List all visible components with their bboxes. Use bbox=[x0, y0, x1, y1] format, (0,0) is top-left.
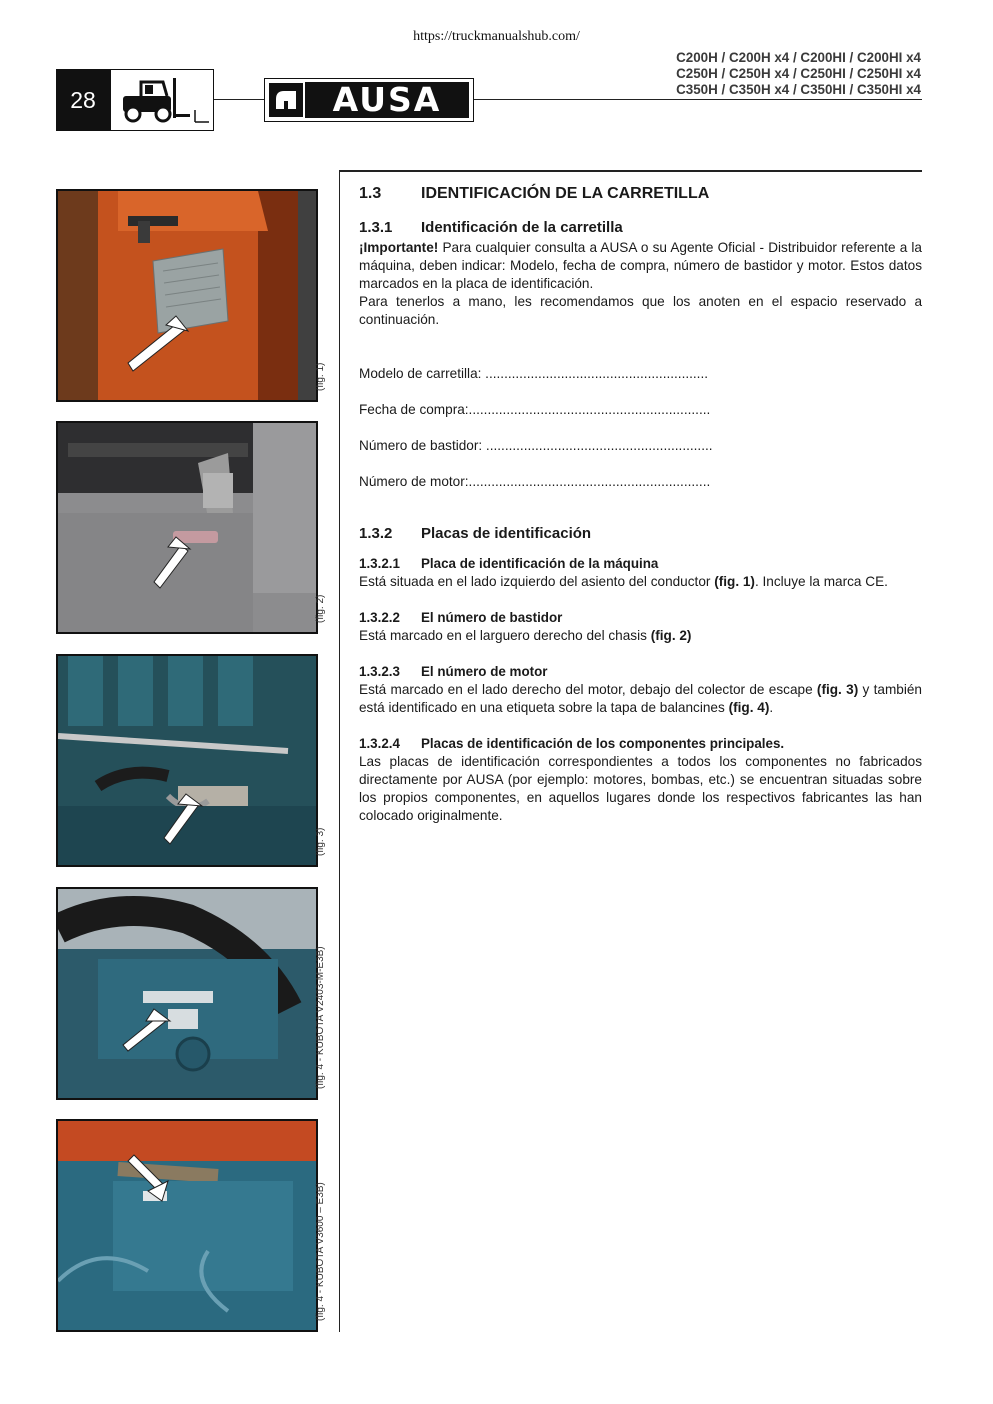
ausa-logo bbox=[264, 78, 474, 122]
figure-4b-photo bbox=[56, 1119, 318, 1332]
model-line: C350H / C350H x4 / C350HI / C350HI x4 bbox=[676, 82, 921, 97]
caption-text: (fig. 4 - KUBOTA V3600 – E3B) bbox=[315, 1182, 326, 1321]
brand-wordmark: AUSA bbox=[305, 82, 469, 118]
main-content bbox=[359, 185, 922, 825]
item-number: 1.3.2.2 bbox=[359, 610, 400, 625]
section-number: 1.3 bbox=[359, 185, 382, 202]
item-text bbox=[359, 627, 922, 645]
important-label: ¡Importante! bbox=[359, 240, 439, 255]
figure-2-photo bbox=[56, 421, 318, 634]
figure-ref: (fig. 2) bbox=[650, 628, 692, 643]
text-run: . bbox=[769, 700, 774, 715]
item-text bbox=[359, 573, 922, 591]
page-number: 28 bbox=[56, 69, 110, 131]
text-run: Está situada en el lado izquierdo del asiento del conductor bbox=[359, 574, 715, 589]
item-title: El número de bastidor bbox=[421, 610, 563, 625]
item-text bbox=[359, 681, 922, 717]
item-title: El número de motor bbox=[421, 664, 548, 679]
figure-3-photo bbox=[56, 654, 318, 867]
item-heading bbox=[359, 609, 922, 627]
important-text: Para cualquier consulta a AUSA o su Agente Oficial - Distribuidor referente a la máquina, deben indicar: Modelo, fecha de compra, número de bastidor y motor. Estos datos marcados en la placa de identificación. bbox=[359, 240, 922, 291]
section-heading bbox=[359, 185, 922, 203]
caption-text: (fig. 4 - KUBOTA V2403-M-E3B) bbox=[315, 946, 326, 1089]
model-list bbox=[676, 50, 921, 98]
caption-text: (fig. 3) bbox=[315, 827, 326, 856]
figure-2-caption bbox=[315, 421, 335, 634]
form-line-date: Fecha de compra:................................................................ bbox=[359, 402, 711, 417]
figure-ref: (fig. 4) bbox=[728, 700, 770, 715]
text-run: . Incluye la marca CE. bbox=[754, 574, 888, 589]
model-line: C200H / C200H x4 / C200HI / C200HI x4 bbox=[676, 50, 921, 65]
forklift-icon bbox=[110, 69, 214, 131]
item-number: 1.3.2.1 bbox=[359, 556, 400, 571]
item-heading bbox=[359, 555, 922, 573]
item-title: Placa de identificación de la máquina bbox=[421, 556, 659, 571]
source-url: https://truckmanualshub.com/ bbox=[413, 29, 580, 44]
figure-ref: (fig. 3) bbox=[816, 682, 859, 697]
item-number: 1.3.2.4 bbox=[359, 736, 400, 751]
figure-4a-photo bbox=[56, 887, 318, 1100]
text-run: y también está identificado en una etiqueta sobre la tapa de balancines bbox=[359, 682, 922, 715]
item-heading bbox=[359, 735, 922, 753]
subsection-heading bbox=[359, 219, 922, 237]
subsection-title: Identificación de la carretilla bbox=[421, 219, 623, 236]
figure-3-caption bbox=[315, 654, 335, 867]
figure-1-photo bbox=[56, 189, 318, 402]
subsection-title: Placas de identificación bbox=[421, 525, 592, 542]
figure-4b-caption bbox=[315, 1119, 335, 1332]
figure-ref: (fig. 1) bbox=[714, 574, 755, 589]
form-line-chassis: Número de bastidor: ............................................................ bbox=[359, 438, 713, 453]
section-rule bbox=[339, 170, 922, 172]
form-line-engine: Número de motor:................................................................ bbox=[359, 474, 711, 489]
item-heading bbox=[359, 663, 922, 681]
item-title: Placas de identificación de los componentes principales. bbox=[421, 736, 785, 751]
caption-text: (fig. 2) bbox=[315, 594, 326, 623]
subsection-number: 1.3.2 bbox=[359, 525, 393, 542]
item-number: 1.3.2.3 bbox=[359, 664, 400, 679]
column-divider bbox=[339, 170, 340, 1332]
text-run: Está marcado en el larguero derecho del chasis bbox=[359, 628, 651, 643]
item-text: Las placas de identificación correspondientes a todos los componentes no fabricados directamente por AUSA (por ejemplo: motores, bombas, etc.) se encuentran situadas sobre los propios componentes, en aquellos lugares donde los respectivos fabricantes las han colocado originalmente. bbox=[359, 754, 922, 823]
subsection-heading bbox=[359, 525, 922, 543]
caption-text: (fig. 1) bbox=[315, 362, 326, 391]
subsection-number: 1.3.1 bbox=[359, 219, 393, 236]
model-line: C250H / C250H x4 / C250HI / C250HI x4 bbox=[676, 66, 921, 81]
form-line-model: Modelo de carretilla: ........................................................... bbox=[359, 366, 709, 381]
figure-1-caption bbox=[315, 189, 335, 402]
section-title: IDENTIFICACIÓN DE LA CARRETILLA bbox=[421, 185, 710, 202]
important-paragraph bbox=[359, 239, 922, 293]
paragraph: Para tenerlos a mano, les recomendamos que los anoten en el espacio reservado a continuación. bbox=[359, 294, 922, 327]
figure-4a-caption bbox=[315, 887, 335, 1100]
text-run: Está marcado en el lado derecho del motor, debajo del colector de escape bbox=[359, 682, 817, 697]
